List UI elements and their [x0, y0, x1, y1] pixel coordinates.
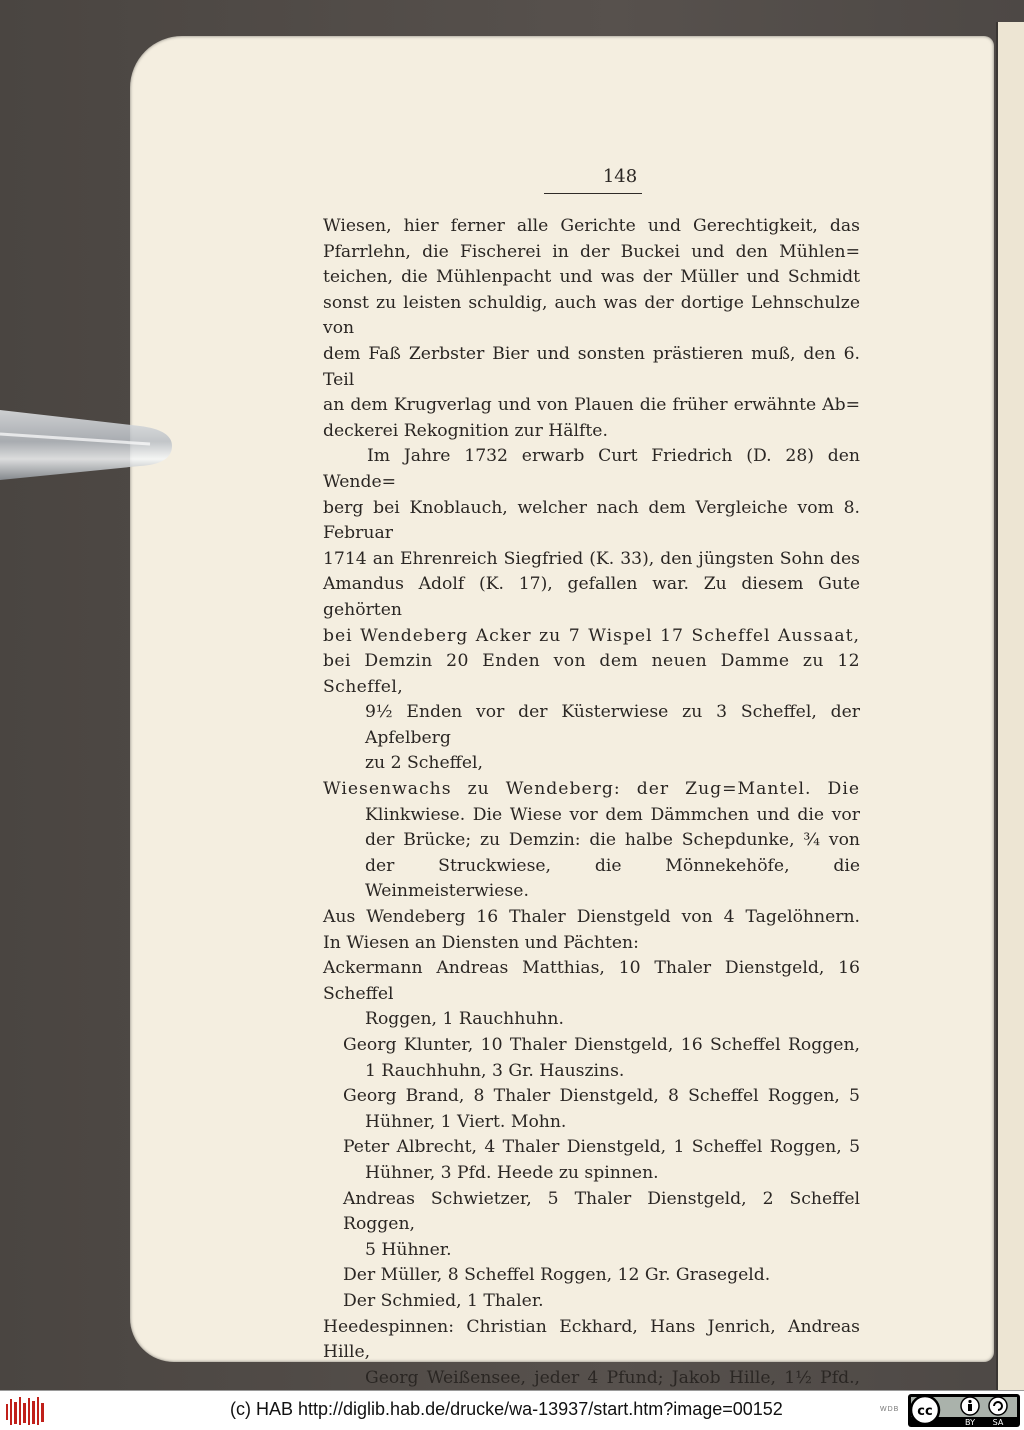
- body-text: [323, 214, 860, 1390]
- text-line: Georg Weißensee, jeder 4 Pfund; Jakob Hille, 1½ Pfd.,: [365, 1367, 860, 1388]
- text-line: Hühner, 3 Pfd. Heede zu spinnen.: [365, 1162, 659, 1183]
- text-line: Georg Klunter, 10 Thaler Dienstgeld, 16 Scheffel Roggen,: [343, 1035, 860, 1055]
- text-line: an dem Krugverlag und von Plauen die früher erwähnte Ab=: [323, 395, 860, 416]
- text-line: dem Faß Zerbster Bier und sonsten prästieren muß, den 6. Teil: [323, 343, 860, 390]
- page-number-rule: [544, 193, 642, 194]
- text-line: der Struckwiese, die Mönnekehöfe, die Weinmeisterwiese.: [365, 855, 860, 902]
- text-line: 1714 an Ehrenreich Siegfried (K. 33), den jüngsten Sohn des: [323, 548, 860, 569]
- text-line: Peter Albrecht, 4 Thaler Dienstgeld, 1 Scheffel Roggen, 5: [343, 1137, 860, 1158]
- footer-small-text: WDB: [880, 1406, 900, 1413]
- text-line: bei Wendeberg Acker zu 7 Wispel 17 Scheffel Aussaat,: [323, 625, 860, 646]
- text-line: Hühner, 1 Viert. Mohn.: [365, 1111, 567, 1132]
- text-line: Der Schmied, 1 Thaler.: [343, 1290, 544, 1311]
- text-line: Klinkwiese. Die Wiese vor dem Dämmchen und die vor: [365, 804, 860, 825]
- text-line: 1 Rauchhuhn, 3 Gr. Hauszins.: [365, 1060, 625, 1081]
- text-line: Ackermann Andreas Matthias, 10 Thaler Dienstgeld, 16 Scheffel: [323, 958, 860, 1004]
- text-line: teichen, die Mühlenpacht und was der Müller und Schmidt: [323, 267, 860, 288]
- text-line: Im Jahre 1732 erwarb Curt Friedrich (D. 28) den Wende=: [323, 446, 860, 492]
- text-line: deckerei Rekognition zur Hälfte.: [323, 420, 608, 441]
- sa-label: SA: [992, 1418, 1004, 1427]
- cc-by-sa-license-icon[interactable]: [908, 1394, 1020, 1427]
- text-line: bei Demzin 20 Enden von dem neuen Damme zu 12 Scheffel,: [323, 651, 860, 697]
- footer-bar: [0, 1390, 1024, 1430]
- text-line: Amandus Adolf (K. 17), gefallen war. Zu diesem Gute gehörten: [323, 574, 860, 620]
- text-line: Roggen, 1 Rauchhuhn.: [365, 1009, 564, 1030]
- text-line: der Brücke; zu Demzin: die halbe Schepdunke, ¾ von: [365, 830, 860, 851]
- text-line: Andreas Schwietzer, 5 Thaler Dienstgeld, 2 Scheffel Roggen,: [343, 1188, 860, 1235]
- book-page: [130, 36, 994, 1388]
- text-line: Wiesenwachs zu Wendeberg: der Zug=Mantel. Die: [323, 779, 860, 800]
- text-line: sonst zu leisten schuldig, auch was der dortige Lehnschulze von: [323, 292, 860, 339]
- source-url-text: (c) HAB http://diglib.hab.de/drucke/wa-13937/start.htm?image=00152: [230, 1399, 783, 1419]
- cc-label: cc: [917, 1404, 933, 1419]
- text-line: 5 Hühner.: [365, 1239, 452, 1260]
- text-line: In Wiesen an Diensten und Pächten:: [323, 932, 639, 953]
- page-number: 148: [602, 166, 638, 187]
- next-page-edge: [996, 22, 1024, 1390]
- by-label: BY: [965, 1418, 975, 1427]
- text-line: Aus Wendeberg 16 Thaler Dienstgeld von 4 Tagelöhnern.: [323, 907, 860, 928]
- text-line: Pfarrlehn, die Fischerei in der Buckei und den Mühlen=: [323, 241, 860, 262]
- text-line: Georg Brand, 8 Thaler Dienstgeld, 8 Scheffel Roggen, 5: [343, 1086, 860, 1107]
- text-line: Wiesen, hier ferner alle Gerichte und Gerechtigkeit, das: [323, 216, 860, 236]
- hab-logo-icon: [4, 1394, 48, 1427]
- text-line: Der Müller, 8 Scheffel Roggen, 12 Gr. Grasegeld.: [343, 1265, 771, 1286]
- text-line: berg bei Knoblauch, welcher nach dem Vergleiche vom 8. Februar: [323, 497, 860, 544]
- text-line: zu 2 Scheffel,: [365, 753, 483, 774]
- text-line: Heedespinnen: Christian Eckhard, Hans Jenrich, Andreas Hille,: [323, 1316, 860, 1363]
- text-line: 9½ Enden vor der Küsterwiese zu 3 Scheffel, der Apfelberg: [365, 702, 860, 748]
